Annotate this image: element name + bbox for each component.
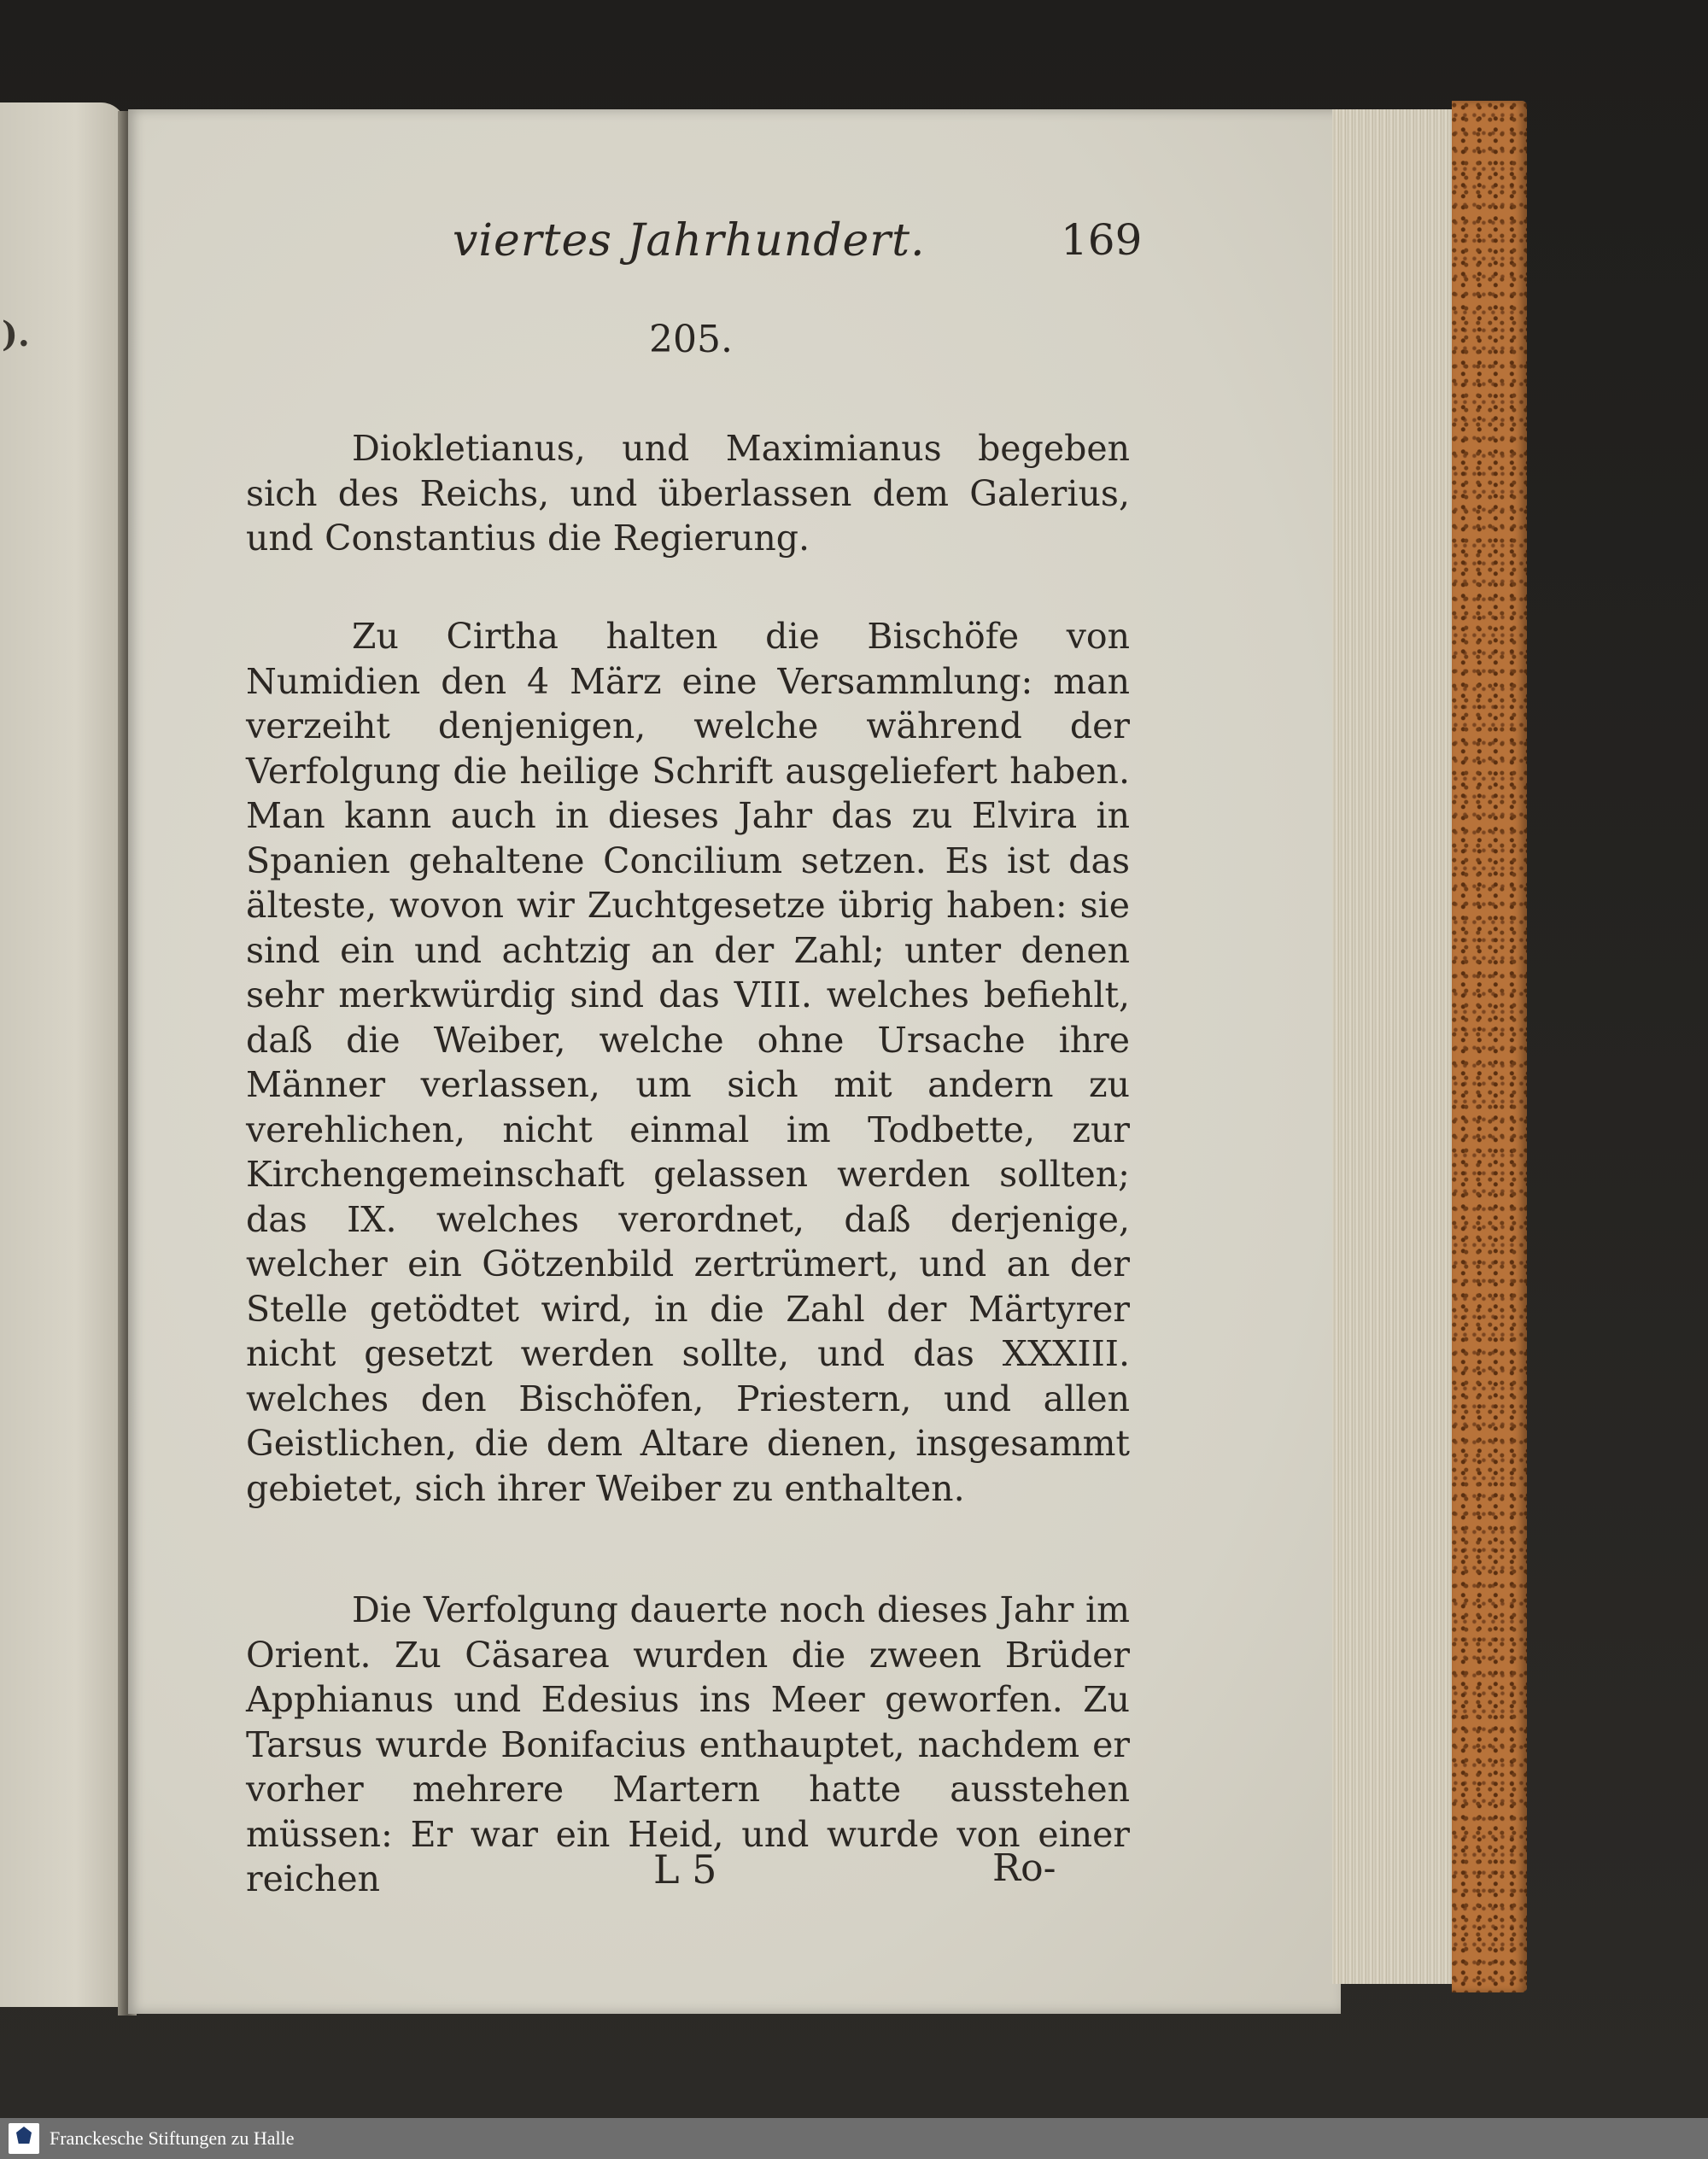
binding-board bbox=[1452, 101, 1527, 1992]
page-fore-edge bbox=[1332, 109, 1464, 1984]
paragraph-3: Die Verfolgung dauerte noch dieses Jahr im Orient. Zu Cäsarea wurden die zween Brüder Apphianus und Edesius ins Meer geworfen. Zu Tarsus wurde Bonifacius enthauptet, nachdem er vorher mehrere Martern hatte ausstehen müssen: Er war ein Heid, und wurde von einer reichen bbox=[246, 1589, 1130, 1899]
facing-page-left bbox=[0, 102, 126, 2007]
footer-institution[interactable]: Franckesche Stiftungen zu Halle bbox=[50, 2127, 295, 2149]
left-page-fragment: ). bbox=[2, 314, 30, 354]
page-number: 169 bbox=[1061, 215, 1143, 265]
institution-logo[interactable] bbox=[9, 2123, 39, 2154]
paragraph-1: Diokletianus, und Maximianus begeben sich des Reichs, und überlassen dem Galerius, und Constantius die Regierung. bbox=[246, 428, 1130, 559]
running-head-title: viertes Jahrhundert. bbox=[453, 215, 926, 266]
section-number: 205. bbox=[649, 318, 733, 361]
paragraph-2: Zu Cirtha halten die Bischöfe von Numidien den 4 März eine Versammlung: man verzeiht denjenigen, welche während der Verfolgung die heilige Schrift ausgeliefert haben. Man kann auch in dieses Jahr das zu Elvira in Spanien gehaltene Concilium setzen. Es ist das älteste, wovon wir Zuchtgesetze übrig haben: sie sind ein und achtzig an der Zahl; unter denen sehr merkwürdig sind das VIII. welches befiehlt, daß die Weiber, welche ohne Ursache ihre Männer verlassen, um sich mit andern zu verehlichen, nicht einmal im Todbette, zur Kirchengemeinschaft gelassen werden sollten; das IX. welches verordnet, daß derjenige, welcher ein Götzenbild zertrümert, und an der Stelle getödtet wird, in die Zahl der Märtyrer nicht gesetzt werden sollte, und das XXXIII. welches den Bischöfen, Priestern, und allen Geistlichen, die dem Altare dienen, insgesammt gebietet, sich ihrer Weiber zu enthalten. bbox=[246, 616, 1130, 1509]
crest-icon bbox=[16, 2127, 32, 2144]
signature-mark: L 5 bbox=[653, 1846, 717, 1893]
catchword: Ro- bbox=[992, 1846, 1056, 1890]
running-head bbox=[453, 215, 1143, 266]
footer-bar bbox=[0, 2118, 1708, 2159]
